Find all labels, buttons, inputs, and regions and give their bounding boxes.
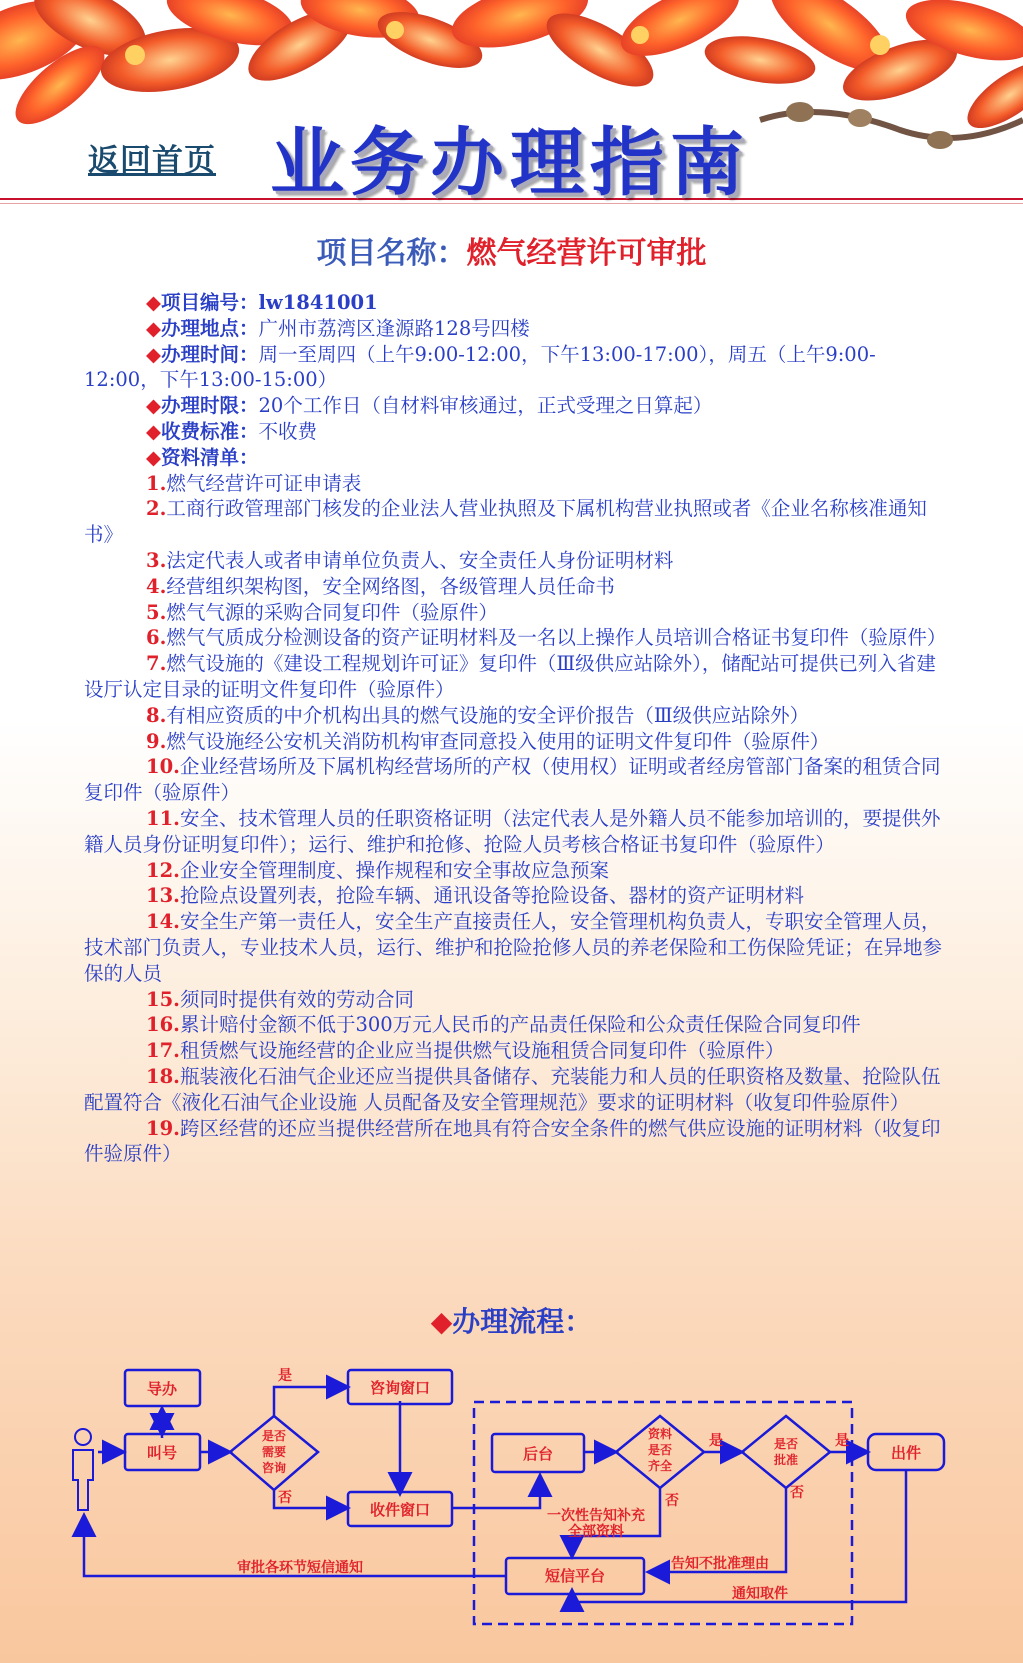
material-item bbox=[84, 1116, 950, 1168]
material-number: 13. bbox=[146, 884, 180, 908]
material-text: 安全、技术管理人员的任职资格证明（法定代表人是外籍人员不能参加培训的，要提供外籍人员身份证明复印件）；运行、维护和抢修、抢险人员考核合格证书复印件（验原件） bbox=[84, 806, 941, 856]
svg-text:短信平台: 短信平台 bbox=[544, 1567, 606, 1585]
info-item: ◆资料清单： bbox=[146, 445, 259, 469]
material-text: 须同时提供有效的劳动合同 bbox=[179, 987, 414, 1011]
svg-text:咨询: 咨询 bbox=[261, 1461, 287, 1475]
svg-text:批准: 批准 bbox=[773, 1453, 799, 1467]
svg-text:否: 否 bbox=[665, 1493, 679, 1509]
material-item bbox=[84, 1064, 950, 1116]
svg-text:一次性告知补充: 一次性告知补充 bbox=[547, 1508, 645, 1524]
svg-text:是: 是 bbox=[709, 1433, 723, 1449]
svg-text:否: 否 bbox=[278, 1490, 292, 1506]
material-number: 9. bbox=[146, 729, 167, 753]
material-item bbox=[84, 574, 950, 600]
svg-text:是: 是 bbox=[835, 1433, 849, 1449]
svg-text:是否: 是否 bbox=[773, 1437, 799, 1451]
svg-text:咨询窗口: 咨询窗口 bbox=[369, 1379, 431, 1397]
approve-decision bbox=[742, 1416, 830, 1488]
material-number: 8. bbox=[146, 703, 167, 727]
material-number: 7. bbox=[146, 652, 167, 676]
material-text: 跨区经营的还应当提供经营所在地具有符合安全条件的燃气供应设施的证明材料（收复印件验原件） bbox=[84, 1116, 941, 1166]
diamond-icon: ◆ bbox=[146, 419, 161, 443]
material-text: 燃气设施的《建设工程规划许可证》复印件（Ⅲ级供应站除外），储配站可提供已列入省建设厅认定目录的证明文件复印件（验原件） bbox=[84, 652, 936, 701]
material-number: 6. bbox=[146, 626, 167, 650]
guide-content bbox=[84, 290, 950, 1167]
home-link[interactable]: 返回首页 bbox=[88, 143, 216, 179]
project-label: 项目名称： bbox=[316, 236, 467, 271]
info-item: ◆办理地点：广州市荔湾区逢源路128号四楼 bbox=[146, 316, 530, 340]
material-number: 16. bbox=[146, 1013, 180, 1037]
material-number: 18. bbox=[146, 1064, 180, 1088]
material-text: 燃气经营许可证申请表 bbox=[166, 471, 362, 495]
material-item bbox=[84, 806, 950, 858]
svg-text:是否: 是否 bbox=[647, 1443, 673, 1457]
svg-text:全部资料: 全部资料 bbox=[568, 1524, 624, 1540]
info-item: ◆办理时间：周一至周四（上午9:00-12:00，下午13:00-17:00），周五（上午9:00-12:00，下午13:00-15:00） bbox=[84, 342, 876, 392]
svg-text:告知不批准理由: 告知不批准理由 bbox=[671, 1556, 769, 1572]
diamond-icon: ◆ bbox=[146, 445, 161, 469]
material-text: 燃气气源的采购合同复印件（验原件） bbox=[166, 600, 498, 624]
svg-text:否: 否 bbox=[790, 1485, 804, 1501]
material-text: 安全生产第一责任人，安全生产直接责任人，安全管理机构负责人，专职安全管理人员，技术部门负责人，专业技术人员，运行、维护和抢险抢修人员的养老保险和工伤保险凭证；在异地参保的人员 bbox=[84, 910, 943, 985]
material-number: 5. bbox=[146, 600, 167, 624]
svg-text:通知取件: 通知取件 bbox=[732, 1586, 788, 1602]
material-number: 1. bbox=[146, 471, 167, 495]
svg-text:收件窗口: 收件窗口 bbox=[369, 1501, 431, 1519]
material-number: 19. bbox=[146, 1116, 180, 1140]
material-item bbox=[84, 471, 950, 497]
material-number: 4. bbox=[146, 574, 167, 598]
material-number: 12. bbox=[146, 858, 180, 882]
svg-text:是否: 是否 bbox=[261, 1429, 287, 1443]
material-text: 工商行政管理部门核发的企业法人营业执照及下属机构营业执照或者《企业名称核准通知书》 bbox=[84, 497, 927, 547]
svg-text:叫号: 叫号 bbox=[146, 1444, 178, 1462]
person-icon bbox=[73, 1429, 93, 1510]
diamond-icon: ◆ bbox=[146, 291, 161, 314]
material-item bbox=[84, 703, 950, 729]
svg-text:需要: 需要 bbox=[261, 1445, 287, 1459]
svg-text:后台: 后台 bbox=[522, 1445, 554, 1463]
material-item bbox=[84, 858, 950, 884]
svg-text:齐全: 齐全 bbox=[647, 1459, 673, 1473]
material-text: 租赁燃气设施经营的企业应当提供燃气设施租赁合同复印件（验原件） bbox=[179, 1039, 785, 1063]
diamond-icon: ◆ bbox=[430, 1305, 453, 1338]
svg-text:审批各环节短信通知: 审批各环节短信通知 bbox=[237, 1560, 363, 1576]
project-value: 燃气经营许可审批 bbox=[466, 236, 707, 271]
material-number: 17. bbox=[146, 1039, 180, 1063]
material-number: 2. bbox=[146, 497, 167, 521]
material-item bbox=[84, 1012, 950, 1038]
material-text: 法定代表人或者申请单位负责人、安全责任人身份证明材料 bbox=[166, 548, 674, 572]
material-item bbox=[84, 600, 950, 626]
diamond-icon: ◆ bbox=[146, 342, 161, 366]
material-text: 燃气设施经公安机关消防机构审查同意投入使用的证明文件复印件（验原件） bbox=[166, 729, 830, 753]
material-text: 累计赔付金额不低于300万元人民币的产品责任保险和公众责任保险合同复印件 bbox=[179, 1013, 861, 1037]
material-item bbox=[84, 1038, 950, 1064]
material-item bbox=[84, 625, 950, 651]
flow-title: ◆办理流程： bbox=[430, 1305, 593, 1338]
diamond-icon: ◆ bbox=[146, 394, 161, 418]
project-name bbox=[0, 228, 1023, 272]
material-item bbox=[84, 883, 950, 909]
material-item bbox=[84, 496, 950, 548]
material-number: 10. bbox=[146, 755, 180, 779]
material-text: 有相应资质的中介机构出具的燃气设施的安全评价报告（Ⅲ级供应站除外） bbox=[166, 703, 810, 727]
material-item bbox=[84, 651, 950, 703]
info-item: ◆办理时限：20个工作日（自材料审核通过，正式受理之日算起） bbox=[146, 394, 713, 418]
material-item bbox=[84, 987, 950, 1013]
material-number: 15. bbox=[146, 987, 180, 1011]
svg-text:资料: 资料 bbox=[647, 1427, 673, 1441]
diamond-icon: ◆ bbox=[146, 316, 161, 340]
material-number: 11. bbox=[146, 806, 180, 830]
svg-text:导办: 导办 bbox=[146, 1380, 178, 1398]
page-title: 业务办理指南 bbox=[270, 120, 750, 206]
material-number: 3. bbox=[146, 548, 167, 572]
info-item: ◆项目编号：lw1841001 bbox=[146, 291, 378, 314]
material-item bbox=[84, 548, 950, 574]
material-text: 燃气气质成分检测设备的资产证明材料及一名以上操作人员培训合格证书复印件（验原件） bbox=[166, 626, 947, 650]
material-text: 抢险点设置列表，抢险车辆、通讯设备等抢险设备、器材的资产证明材料 bbox=[179, 884, 804, 908]
material-text: 瓶装液化石油气企业还应当提供具备储存、充装能力和人员的任职资格及数量、抢险队伍配置符合《液化石油气企业设施 人员配备及安全管理规范》要求的证明材料（收复印件验原件） bbox=[84, 1064, 941, 1114]
materials-list bbox=[84, 471, 950, 1168]
process-flowchart bbox=[0, 1340, 1023, 1640]
material-item bbox=[84, 909, 950, 986]
material-text: 企业安全管理制度、操作规程和安全事故应急预案 bbox=[179, 858, 609, 882]
material-number: 14. bbox=[146, 910, 180, 934]
material-text: 企业经营场所及下属机构经营场所的产权（使用权）证明或者经房管部门备案的租赁合同复印件（验原件） bbox=[84, 755, 941, 805]
svg-text:是: 是 bbox=[278, 1368, 292, 1384]
material-item bbox=[84, 729, 950, 755]
info-item: ◆收费标准：不收费 bbox=[146, 419, 318, 443]
material-item bbox=[84, 754, 950, 806]
material-text: 经营组织架构图，安全网络图，各级管理人员任命书 bbox=[166, 574, 615, 598]
svg-text:出件: 出件 bbox=[890, 1444, 922, 1462]
